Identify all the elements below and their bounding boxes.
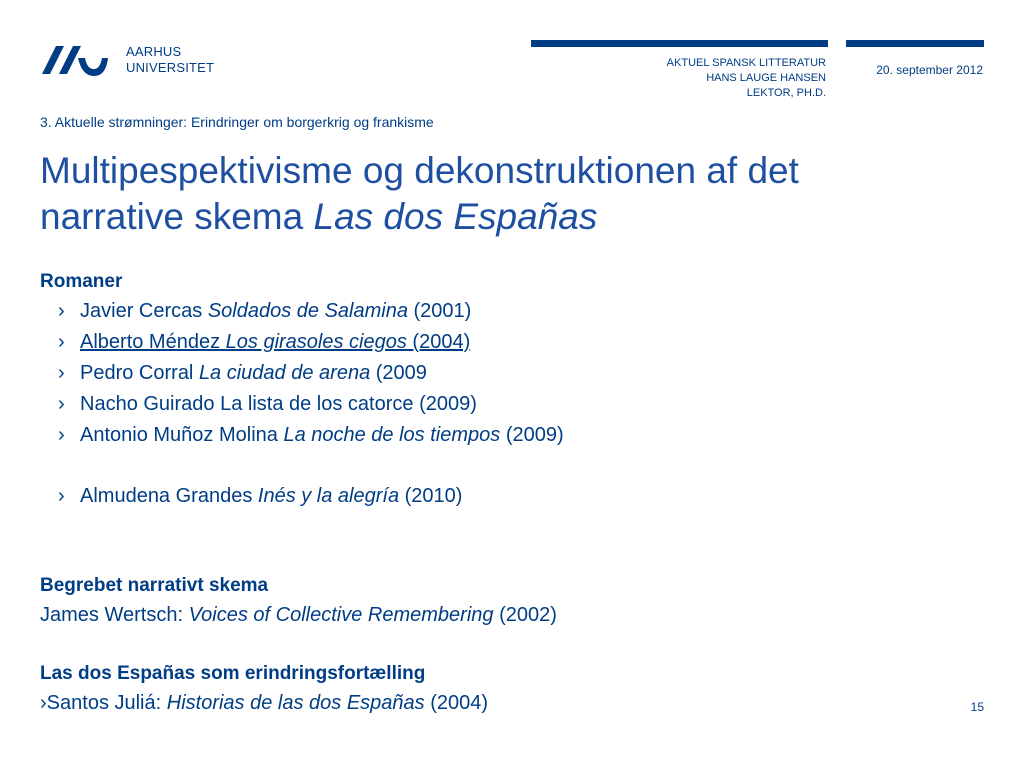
list-item: [40, 420, 980, 451]
bullet-chevron-icon: ›: [58, 331, 65, 353]
title-plain: narrative skema: [40, 196, 314, 237]
presentation-date: 20. september 2012: [876, 63, 983, 77]
item-year: (2010): [399, 485, 463, 507]
slide-title-line2: [40, 194, 990, 240]
section-label: 3. Aktuelle strømninger: Erindringer om borgerkrig og frankisme: [40, 114, 434, 130]
bullet-chevron-icon: ›: [58, 485, 65, 507]
item-author: Antonio Muñoz Molina: [80, 424, 284, 446]
course-title: AKTUEL SPANSK LITTERATUR: [666, 57, 826, 69]
item-link[interactable]: [80, 331, 470, 353]
list-item: [40, 389, 980, 420]
item-author: Javier Cercas: [80, 300, 208, 322]
page-number: 15: [970, 700, 984, 714]
list-item: [40, 481, 980, 512]
list-item: [40, 296, 980, 327]
romaner-heading: Romaner: [40, 271, 123, 292]
spacer: [40, 512, 980, 552]
bullet-chevron-icon: ›: [58, 362, 65, 384]
course-info: [667, 56, 826, 101]
bullet-chevron-icon: ›: [58, 424, 65, 446]
slide-content: [40, 268, 980, 718]
item-year: (2009: [370, 362, 427, 384]
item-work: Los girasoles ciegos: [225, 331, 407, 353]
university-name: [126, 44, 214, 76]
item-year: (2009): [500, 424, 564, 446]
slide-title-line1: Multipespektivisme og dekonstruktionen af det: [40, 150, 799, 191]
list-item: [40, 327, 980, 358]
begrebet-heading: Begrebet narrativt skema: [40, 575, 269, 596]
reference-year: (2004): [424, 692, 489, 714]
item-author: Nacho Guirado La lista de los catorce (2009): [80, 393, 477, 415]
item-work: Soldados de Salamina: [207, 300, 408, 322]
item-author: Alberto Méndez: [80, 331, 226, 353]
reference-year: (2002): [493, 604, 557, 626]
spacer: [40, 451, 980, 481]
bullet-chevron-icon: ›: [58, 393, 65, 415]
item-year: (2001): [407, 300, 472, 322]
item-work: Inés y la alegría: [257, 485, 400, 507]
slide-title: [40, 148, 990, 240]
bullet-chevron-icon: ›: [58, 300, 65, 322]
reference-work: Historias de las dos Españas: [166, 692, 425, 714]
spacer: [40, 630, 980, 660]
item-author: Pedro Corral: [80, 362, 199, 384]
reference-author: Santos Juliá:: [46, 692, 167, 714]
item-work: La ciudad de arena: [198, 362, 371, 384]
university-name-line2: UNIVERSITET: [126, 60, 215, 75]
spacer: [40, 552, 980, 572]
lecturer-title: LEKTOR, PH.D.: [746, 87, 826, 99]
item-year: (2004): [406, 331, 471, 353]
begrebet-reference: [40, 600, 980, 630]
university-name-line1: AARHUS: [126, 44, 182, 59]
reference-work: Voices of Collective Remembering: [188, 604, 494, 626]
title-italic: Las dos Españas: [313, 196, 598, 237]
header-bar-left: [531, 40, 828, 47]
list-item: [40, 358, 980, 389]
reference-prefix: ›: [40, 692, 47, 714]
item-author: Almudena Grandes: [80, 485, 258, 507]
header-bar-right: [846, 40, 984, 47]
lecturer-name: HANS LAUGE HANSEN: [706, 72, 826, 84]
item-work-part-a: La: [283, 424, 306, 446]
reference-author: James Wertsch:: [40, 604, 189, 626]
aarhus-university-logo-icon: [40, 42, 110, 76]
item-work-part-b: noche de los tiempos: [305, 424, 501, 446]
dos-espanas-heading: Las dos Españas som erindringsfortælling: [40, 663, 426, 684]
dos-espanas-reference: [40, 688, 980, 718]
